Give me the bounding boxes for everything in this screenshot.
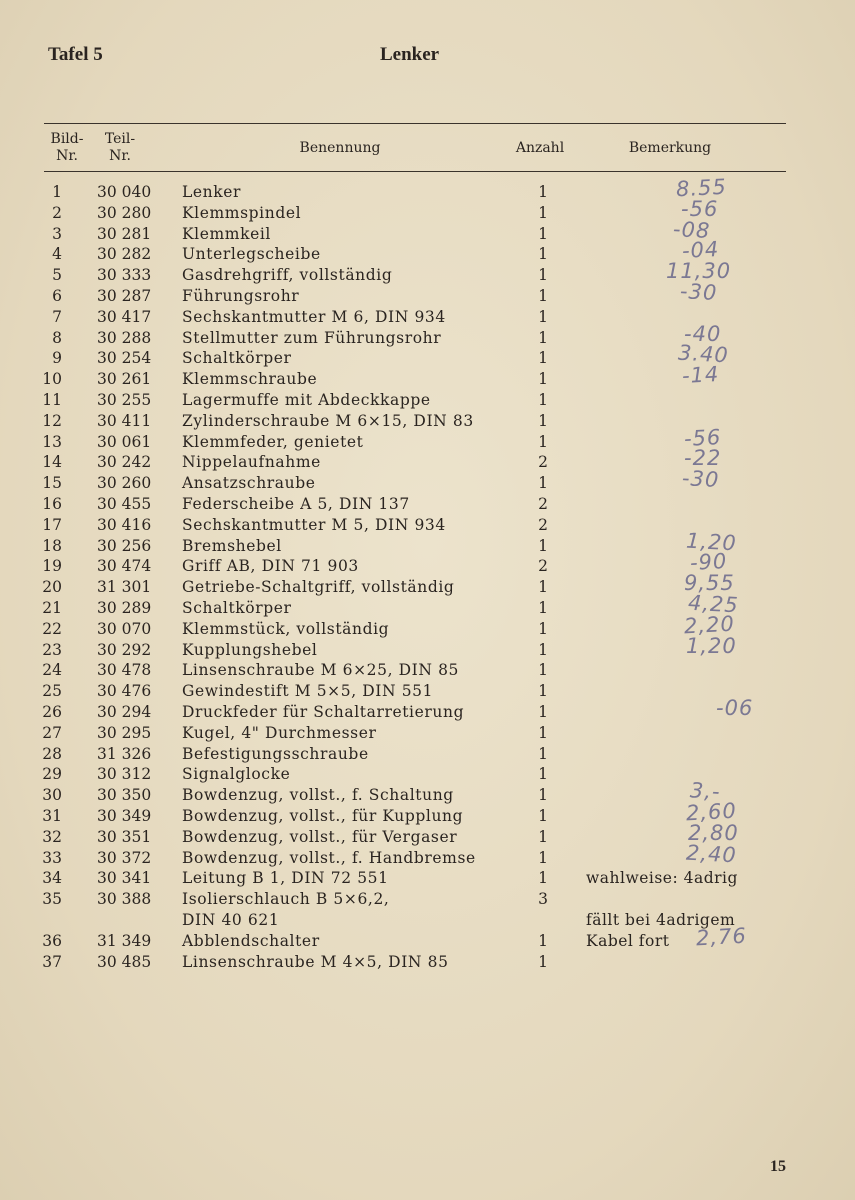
- handwritten-price: -04: [681, 237, 720, 264]
- row-benennung: Kugel, 4" Durchmesser: [182, 723, 377, 742]
- row-bild-nr: 34: [42, 869, 62, 888]
- row-teil-nr: 30 455: [97, 495, 152, 513]
- row-anzahl: 1: [538, 578, 548, 597]
- header-rule-top: [44, 123, 786, 124]
- row-benennung: Lagermuffe mit Abdeckkappe: [182, 391, 431, 409]
- row-benennung: Schaltkörper: [182, 599, 292, 617]
- row-anzahl: 1: [538, 869, 548, 888]
- row-anzahl: 1: [538, 474, 548, 493]
- row-teil-nr: 30 061: [97, 432, 152, 451]
- handwritten-price: 1,20: [686, 633, 737, 658]
- row-benennung: Klemmfeder, genietet: [182, 432, 364, 451]
- row-bild-nr: 24: [42, 661, 62, 680]
- row-anzahl: 1: [538, 682, 548, 701]
- row-bemerkung: wahlweise: 4adrig: [586, 869, 738, 888]
- row-benennung: Linsenschraube M 4×5, DIN 85: [182, 952, 449, 971]
- row-benennung: Isolierschlauch B 5×6,2,: [182, 890, 390, 909]
- table-row: [0, 494, 855, 515]
- table-row: [0, 196, 855, 224]
- row-benennung: Klemmstück, vollständig: [182, 619, 390, 638]
- row-bild-nr: 23: [42, 640, 62, 659]
- row-bild-nr: 27: [42, 723, 62, 742]
- row-anzahl: 1: [538, 203, 548, 222]
- row-bild-nr: 22: [42, 619, 62, 638]
- row-anzahl: 1: [538, 536, 548, 555]
- handwritten-price: 2,60: [685, 798, 738, 826]
- handwritten-price: 8.55: [675, 174, 728, 202]
- handwritten-price: 2,40: [685, 840, 738, 867]
- row-benennung: Ansatzschraube: [182, 474, 316, 493]
- handwritten-price: 2,20: [683, 611, 736, 639]
- row-anzahl: 1: [538, 391, 548, 409]
- row-benennung: Abblendschalter: [182, 931, 320, 950]
- handwritten-price: -22: [684, 446, 722, 471]
- row-teil-nr: 30 287: [97, 287, 152, 305]
- row-bild-nr: 1: [52, 183, 62, 201]
- row-anzahl: 1: [538, 266, 548, 285]
- table-row: [0, 696, 855, 723]
- row-benennung: Leitung B 1, DIN 72 551: [182, 869, 389, 888]
- row-teil-nr: 30 288: [97, 328, 152, 347]
- table-row: [0, 723, 855, 744]
- table-row: [0, 744, 855, 765]
- row-teil-nr: 30 294: [97, 703, 152, 721]
- row-benennung: Bowdenzug, vollst., f. Handbremse: [182, 848, 476, 867]
- table-row: [0, 390, 855, 411]
- row-bild-nr: 14: [42, 453, 62, 472]
- row-bild-nr: 13: [42, 432, 62, 451]
- handwritten-price: -08: [672, 216, 711, 243]
- row-bild-nr: 9: [52, 349, 62, 368]
- table-row: [0, 259, 855, 286]
- row-benennung: Sechskantmutter M 5, DIN 934: [182, 515, 446, 534]
- row-anzahl: 1: [538, 349, 548, 368]
- row-anzahl: 1: [538, 827, 548, 846]
- row-benennung: DIN 40 621: [182, 911, 280, 929]
- row-teil-nr: 30 242: [97, 453, 152, 472]
- row-bild-nr: 6: [52, 287, 62, 305]
- row-bild-nr: 26: [42, 703, 62, 721]
- row-benennung: Nippelaufnahme: [182, 453, 321, 472]
- row-benennung: Gewindestift M 5×5, DIN 551: [182, 682, 434, 701]
- row-teil-nr: 30 070: [97, 619, 152, 638]
- row-bild-nr: 15: [42, 474, 62, 493]
- handwritten-price: 2,80: [688, 820, 739, 845]
- row-anzahl: 1: [538, 245, 548, 264]
- row-bild-nr: 21: [42, 599, 62, 617]
- table-row: [0, 660, 855, 681]
- row-bild-nr: 33: [42, 848, 62, 867]
- row-benennung: Führungsrohr: [182, 287, 300, 305]
- row-bild-nr: 35: [42, 890, 62, 909]
- row-bild-nr: 16: [42, 495, 62, 513]
- row-teil-nr: 30 292: [97, 640, 152, 659]
- handwritten-price: 3,-: [689, 778, 722, 804]
- row-teil-nr: 30 417: [97, 307, 152, 326]
- row-teil-nr: 30 411: [97, 411, 152, 430]
- row-teil-nr: 30 478: [97, 661, 152, 680]
- handwritten-price: -90: [689, 549, 728, 576]
- row-benennung: Befestigungsschraube: [182, 744, 369, 763]
- handwritten-price: 4,25: [687, 590, 740, 618]
- row-teil-nr: 30 476: [97, 682, 152, 701]
- row-anzahl: 1: [538, 619, 548, 638]
- row-benennung: Gasdrehgriff, vollständig: [182, 266, 393, 285]
- row-anzahl: 1: [538, 744, 548, 763]
- table-row: [0, 923, 855, 952]
- row-teil-nr: 31 326: [97, 744, 152, 763]
- row-benennung: Linsenschraube M 6×25, DIN 85: [182, 661, 460, 680]
- row-teil-nr: 30 261: [97, 370, 152, 389]
- row-teil-nr: 30 474: [97, 557, 152, 576]
- row-anzahl: 1: [538, 599, 548, 617]
- row-anzahl: 1: [538, 703, 548, 721]
- row-benennung: Griff AB, DIN 71 903: [182, 557, 359, 576]
- row-bild-nr: 37: [42, 952, 62, 971]
- row-teil-nr: 30 282: [97, 245, 152, 264]
- row-benennung: Schaltkörper: [182, 349, 292, 368]
- row-bild-nr: 20: [42, 578, 62, 597]
- row-teil-nr: 30 254: [97, 349, 152, 368]
- table-row: [0, 889, 855, 910]
- row-anzahl: 3: [538, 890, 548, 909]
- row-benennung: Lenker: [182, 183, 242, 201]
- row-bild-nr: 5: [52, 266, 62, 285]
- table-row: [0, 424, 855, 453]
- row-bild-nr: 3: [52, 224, 62, 243]
- row-benennung: Klemmkeil: [182, 224, 271, 243]
- table-row: [0, 840, 855, 869]
- row-bild-nr: 30: [42, 786, 62, 805]
- row-anzahl: 1: [538, 224, 548, 243]
- row-bemerkung: Kabel fort: [586, 931, 670, 950]
- row-bild-nr: 19: [42, 557, 62, 576]
- row-benennung: Zylinderschraube M 6×15, DIN 83: [182, 411, 474, 430]
- table-row: [0, 216, 855, 245]
- row-bild-nr: 12: [42, 411, 62, 430]
- row-anzahl: 1: [538, 411, 548, 430]
- row-teil-nr: 30 350: [97, 786, 152, 805]
- header-rule-bottom: [44, 171, 786, 172]
- row-teil-nr: 30 289: [97, 599, 152, 617]
- row-teil-nr: 30 260: [97, 474, 152, 493]
- table-row: [0, 341, 855, 369]
- row-teil-nr: 30 349: [97, 807, 152, 825]
- row-benennung: Klemmspindel: [182, 203, 302, 222]
- row-bild-nr: 31: [42, 807, 62, 825]
- row-bild-nr: 8: [52, 328, 62, 347]
- row-benennung: Federscheibe A 5, DIN 137: [182, 495, 410, 513]
- h-teil-text: Teil- Nr.: [104, 131, 136, 164]
- row-bild-nr: 36: [42, 931, 62, 950]
- row-teil-nr: 30 416: [97, 515, 152, 534]
- row-anzahl: 1: [538, 328, 548, 347]
- handwritten-price: -40: [684, 321, 722, 346]
- handwritten-price: -30: [681, 466, 720, 493]
- handwritten-price: 11,30: [666, 259, 732, 284]
- row-benennung: Stellmutter zum Führungsrohr: [182, 328, 442, 347]
- table-row: [0, 868, 855, 889]
- row-anzahl: 1: [538, 765, 548, 784]
- row-teil-nr: 30 485: [97, 952, 152, 971]
- row-anzahl: 1: [538, 287, 548, 305]
- table-row: [0, 764, 855, 785]
- page-title: Lenker: [380, 44, 440, 65]
- page-number: 15: [770, 1158, 786, 1175]
- row-bild-nr: 7: [52, 307, 62, 326]
- row-anzahl: 1: [538, 786, 548, 805]
- row-anzahl: 1: [538, 931, 548, 950]
- row-teil-nr: 30 341: [97, 869, 152, 888]
- row-bild-nr: 2: [52, 203, 62, 222]
- row-teil-nr: 30 388: [97, 890, 152, 909]
- row-anzahl: 1: [538, 723, 548, 742]
- row-anzahl: 2: [538, 495, 548, 513]
- row-teil-nr: 30 333: [97, 266, 152, 285]
- row-benennung: Kupplungshebel: [182, 640, 318, 659]
- h-bild-text: Bild- Nr.: [50, 131, 84, 164]
- row-benennung: Bowdenzug, vollst., für Kupplung: [182, 807, 464, 825]
- row-teil-nr: 30 295: [97, 723, 152, 742]
- col-header-benennung: Benennung: [299, 140, 381, 156]
- row-teil-nr: 30 255: [97, 391, 152, 409]
- row-bild-nr: 17: [42, 515, 62, 534]
- row-teil-nr: 30 372: [97, 848, 152, 867]
- row-teil-nr: 30 281: [97, 224, 152, 243]
- table-row: [0, 362, 855, 390]
- row-bild-nr: 10: [42, 370, 62, 389]
- row-benennung: Bremshebel: [182, 536, 282, 555]
- row-bemerkung: fällt bei 4adrigem: [586, 911, 736, 929]
- handwritten-price: -30: [679, 279, 718, 305]
- table-row: [0, 633, 855, 661]
- handwritten-price: 9,55: [684, 571, 735, 596]
- row-anzahl: 1: [538, 952, 548, 971]
- handwritten-price: -56: [683, 424, 722, 451]
- row-teil-nr: 30 256: [97, 536, 152, 555]
- row-benennung: Sechskantmutter M 6, DIN 934: [182, 307, 446, 326]
- handwritten-price: 1,20: [685, 528, 738, 555]
- table-row: [0, 174, 855, 203]
- row-benennung: Bowdenzug, vollst., für Vergaser: [182, 827, 458, 846]
- table-row: [0, 952, 855, 973]
- handwritten-price: 3.40: [677, 341, 730, 368]
- row-anzahl: 2: [538, 515, 548, 534]
- handwritten-price: 2,76: [695, 923, 748, 951]
- table-row: [0, 466, 855, 494]
- row-anzahl: 1: [538, 183, 548, 201]
- handwritten-price: -06: [716, 696, 754, 720]
- handwritten-price: -56: [681, 196, 719, 221]
- row-bild-nr: 32: [42, 827, 62, 846]
- row-bild-nr: 11: [42, 391, 62, 409]
- row-anzahl: 1: [538, 640, 548, 659]
- plate-number: Tafel 5: [48, 44, 103, 65]
- col-header-anzahl: Anzahl: [515, 140, 565, 156]
- row-teil-nr: 31 301: [97, 578, 152, 597]
- row-bild-nr: 4: [52, 245, 62, 264]
- col-header-bild: [42, 131, 92, 165]
- row-teil-nr: 30 040: [97, 183, 152, 201]
- row-teil-nr: 30 312: [97, 765, 152, 784]
- row-benennung: Klemmschraube: [182, 370, 318, 389]
- row-teil-nr: 31 349: [97, 931, 152, 950]
- row-anzahl: 1: [538, 432, 548, 451]
- row-teil-nr: 30 280: [97, 203, 152, 222]
- row-bild-nr: 29: [42, 765, 62, 784]
- row-teil-nr: 30 351: [97, 827, 152, 846]
- table-row: [0, 446, 855, 473]
- col-header-teil: [100, 131, 140, 165]
- row-anzahl: 2: [538, 453, 548, 472]
- row-anzahl: 1: [538, 848, 548, 867]
- row-bild-nr: 25: [42, 682, 62, 701]
- row-bild-nr: 28: [42, 744, 62, 763]
- row-benennung: Getriebe-Schaltgriff, vollständig: [182, 578, 455, 597]
- row-bild-nr: 18: [42, 536, 62, 555]
- row-benennung: Unterlegscheibe: [182, 245, 321, 264]
- table-row: [0, 307, 855, 328]
- row-benennung: Signalglocke: [182, 765, 291, 784]
- row-benennung: Druckfeder für Schaltarretierung: [182, 703, 465, 721]
- row-anzahl: 1: [538, 807, 548, 825]
- row-anzahl: 1: [538, 370, 548, 389]
- row-benennung: Bowdenzug, vollst., f. Schaltung: [182, 786, 454, 805]
- col-header-bemerkung: Bemerkung: [628, 140, 712, 156]
- row-anzahl: 1: [538, 661, 548, 680]
- table-row: [0, 411, 855, 432]
- row-anzahl: 2: [538, 557, 548, 576]
- row-anzahl: 1: [538, 307, 548, 326]
- handwritten-price: -14: [681, 362, 720, 389]
- table-row: [0, 279, 855, 307]
